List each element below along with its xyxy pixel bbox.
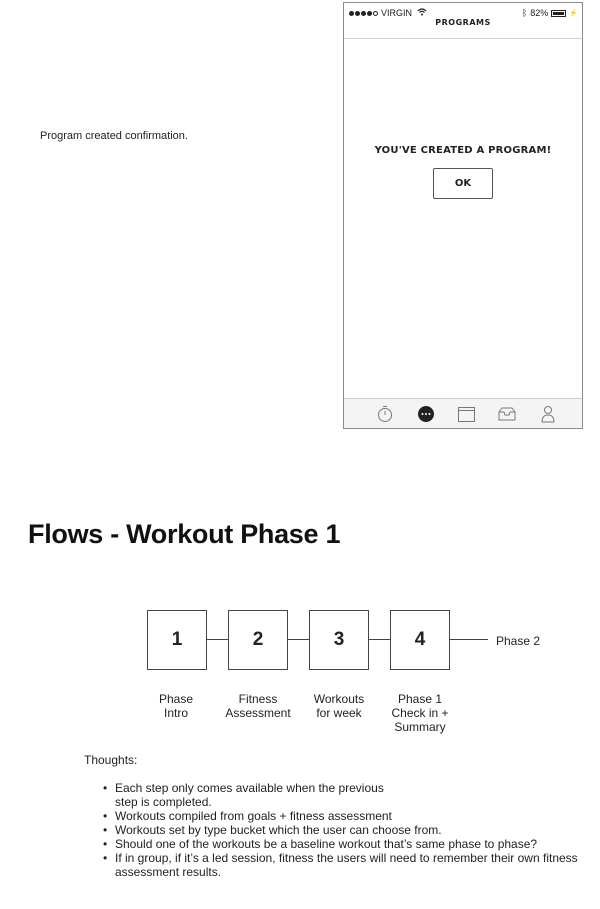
carrier-info [349, 8, 427, 18]
list-item [103, 851, 583, 879]
note-line: step is completed. [115, 795, 212, 809]
browser-icon[interactable] [457, 405, 475, 423]
connector-line [207, 639, 228, 640]
list-item [103, 809, 583, 823]
timer-icon[interactable] [376, 405, 394, 423]
step-label-1 [131, 692, 221, 720]
signal-dots-icon [349, 8, 379, 18]
step-box-2: 2 [228, 610, 288, 670]
list-item [103, 837, 583, 851]
wifi-icon [417, 8, 427, 18]
battery-percent: 82% [530, 8, 549, 18]
step-label-line: Summary [394, 720, 446, 734]
thoughts-heading: Thoughts: [84, 753, 138, 767]
battery-icon [551, 10, 566, 17]
inbox-icon[interactable] [498, 405, 516, 423]
screen-caption: Program created confirmation. [40, 130, 188, 142]
carrier-name: VIRGIN [381, 8, 413, 18]
bluetooth-icon: ᛒ [521, 8, 528, 18]
step-label-3 [294, 692, 384, 720]
step-label-line: Fitness [238, 692, 278, 706]
connector-line [450, 639, 488, 640]
step-label-line: Phase [158, 692, 194, 706]
thoughts-list [103, 781, 583, 879]
connector-line [288, 639, 309, 640]
right-status [522, 8, 578, 18]
step-label-line: Workouts [313, 692, 365, 706]
confirmation-title: YOU'VE CREATED A PROGRAM! [374, 145, 552, 156]
nav-title: PROGRAMS [435, 18, 491, 27]
note-line: • Workouts compiled from goals + fitness assessment [115, 809, 392, 823]
step-label-4 [375, 692, 465, 734]
step-label-line: Phase 1 [397, 692, 443, 706]
note-line: • If in group, if it’s a led session, fitness the users will need to remember their own fitness [115, 851, 578, 865]
list-item [103, 823, 583, 837]
profile-icon[interactable] [539, 405, 557, 423]
note-line: • Workouts set by type bucket which the user can choose from. [115, 823, 442, 837]
step-box-4: 4 [390, 610, 450, 670]
more-icon[interactable] [417, 405, 435, 423]
phase2-label: Phase 2 [496, 634, 541, 648]
note-line: • Each step only comes available when the previous [115, 781, 384, 795]
tab-bar [344, 398, 582, 428]
status-bar [344, 3, 582, 39]
note-line: assessment results. [115, 865, 222, 879]
step-box-3: 3 [309, 610, 369, 670]
charging-icon: ⚡ [569, 10, 578, 17]
step-box-1: 1 [147, 610, 207, 670]
step-label-line: Assessment [225, 706, 291, 720]
note-line: • Should one of the workouts be a baseline workout that’s same phase to phase? [115, 837, 538, 851]
ok-button[interactable]: OK [433, 168, 493, 199]
step-label-line: Check in + [391, 706, 449, 720]
connector-line [369, 639, 390, 640]
phone-mockup [343, 2, 583, 429]
step-label-line: Intro [163, 706, 188, 720]
step-label-line: for week [316, 706, 362, 720]
flow-title: Flows - Workout Phase 1 [28, 519, 341, 549]
list-item [103, 781, 583, 809]
step-label-2 [213, 692, 303, 720]
